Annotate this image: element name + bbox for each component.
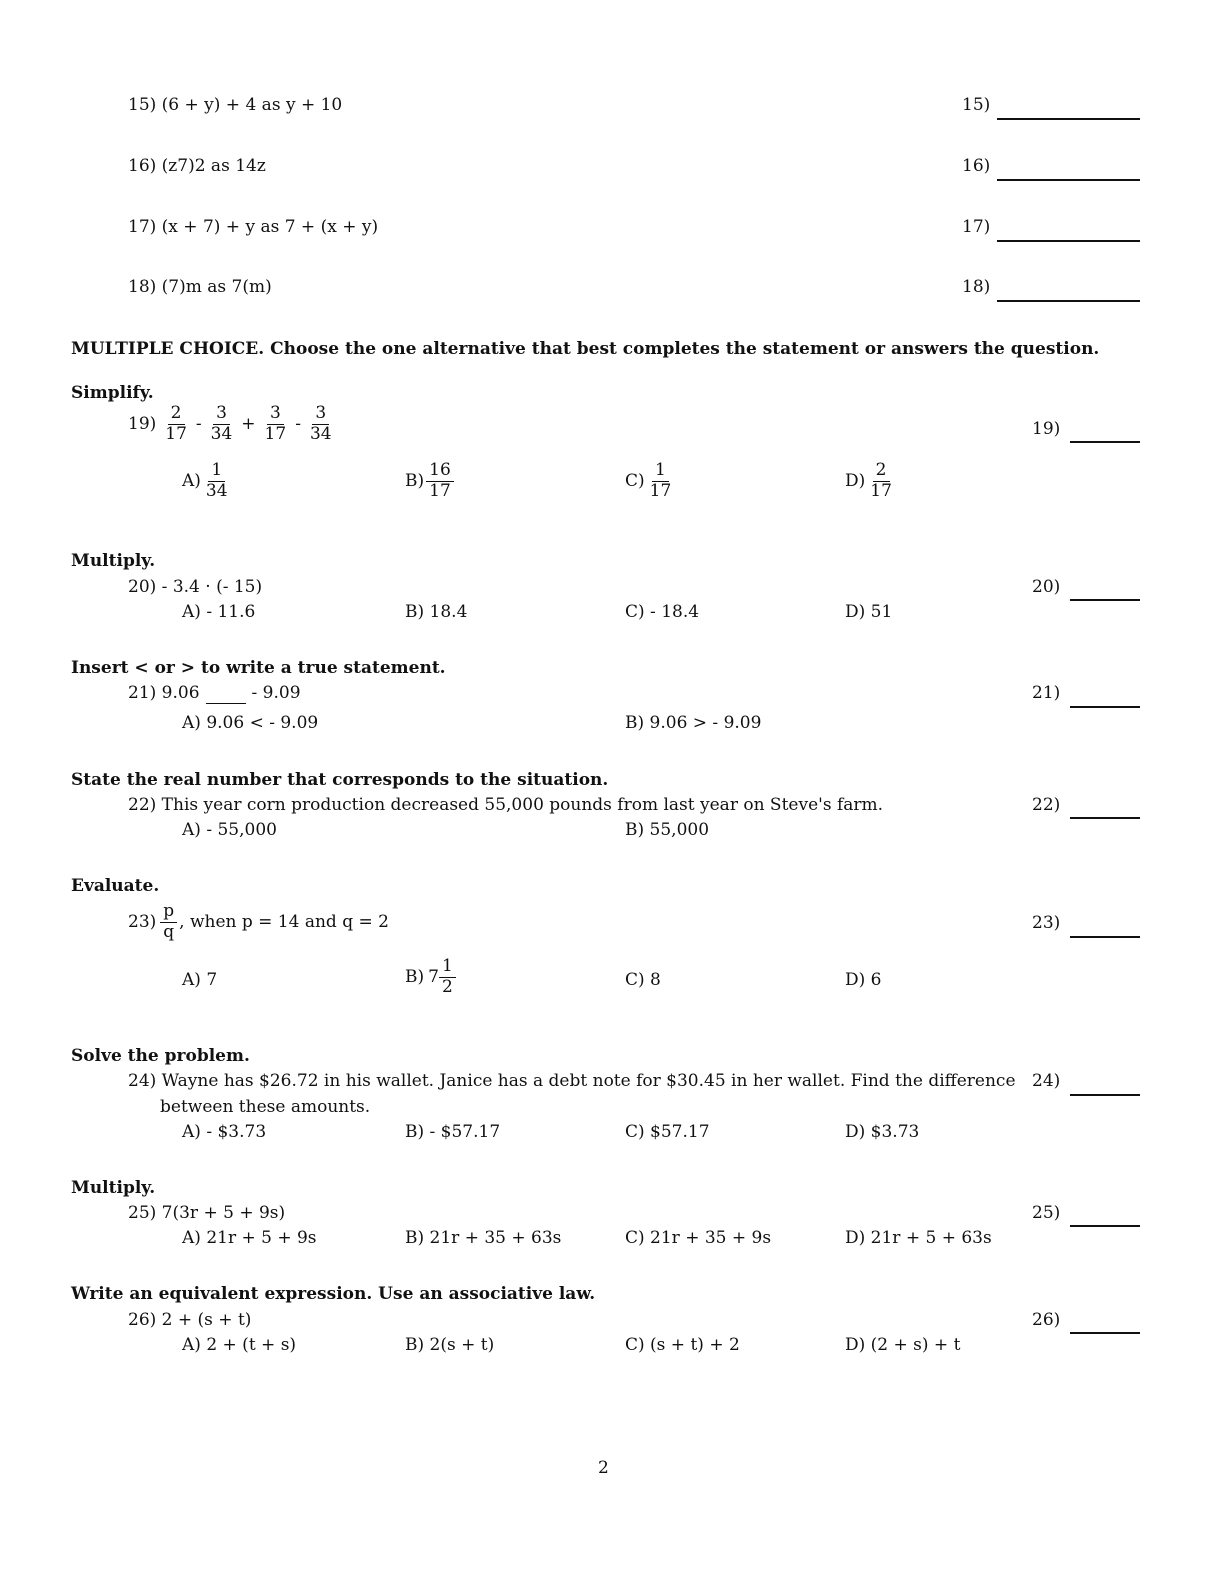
choice-d[interactable]: D) (2 + s) + t [845,1335,961,1355]
choice-letter: B) [405,967,425,988]
answer-blank[interactable] [997,300,1140,302]
denominator: 17 [165,423,187,444]
answer-blank[interactable] [1070,441,1140,443]
choice-b[interactable]: B) 18.4 [405,602,468,622]
operator: - [195,414,202,435]
choice-a[interactable]: A) - $3.73 [182,1122,267,1142]
question-number: 21) [128,683,157,703]
choice-d[interactable]: D) $3.73 [845,1122,920,1142]
section-heading: Write an equivalent expression. Use an associative law. [71,1284,596,1304]
choice-a[interactable]: A) 7 [182,970,218,990]
section-heading: Evaluate. [71,876,160,896]
choice-a[interactable] [182,462,233,501]
fraction [867,462,895,501]
denominator: 34 [309,423,332,444]
fraction [307,405,335,444]
question-number: 15) [128,95,157,115]
answer-label: 21) [1032,683,1061,703]
answer-blank[interactable] [1070,1225,1140,1227]
choice-d[interactable]: D) 51 [845,602,893,622]
choice-d[interactable]: D) 21r + 5 + 63s [845,1228,992,1248]
fraction [439,958,456,997]
answer-label: 16) [962,156,991,176]
denominator: 17 [264,423,287,444]
choice-c[interactable]: C) - 18.4 [625,602,700,622]
choice-d[interactable] [845,462,897,501]
answer-blank[interactable] [1070,706,1140,708]
question-text: 2 + (s + t) [161,1310,252,1330]
question-text: - 3.4 · (- 15) [161,577,263,597]
question-text-continued: between these amounts. [160,1097,371,1117]
question-text: (x + 7) + y as 7 + (x + y) [161,217,379,237]
question-number: 26) [128,1310,157,1330]
numerator: 2 [168,405,185,425]
operator: - [295,414,301,435]
question-20 [128,577,262,597]
question-text: , when p = 14 and q = 2 [179,912,389,933]
answer-label: 18) [962,277,991,297]
question-22 [128,795,883,815]
section-heading: State the real number that corresponds to the situation. [71,770,609,790]
choice-letter: C) [625,471,645,492]
choice-b[interactable]: B) 9.06 > - 9.09 [625,713,762,733]
answer-blank[interactable] [1070,1094,1140,1096]
fraction [426,462,454,501]
question-number: 22) [128,795,157,815]
question-text: Wayne has $26.72 in his wallet. Janice has a debt note for $30.45 in her wallet. Find the difference [161,1071,1016,1091]
numerator: 16 [426,462,454,482]
numerator: 3 [213,405,230,425]
choice-b[interactable]: B) - $57.17 [405,1122,501,1142]
answer-label: 17) [962,217,991,237]
whole-number: 7 [428,967,439,988]
question-21 [128,683,301,704]
answer-label: 22) [1032,795,1061,815]
question-26 [128,1310,251,1330]
section-heading: Multiply. [71,551,156,571]
mc-header: MULTIPLE CHOICE. Choose the one alternative that best completes the statement or answers the question. [71,339,1100,359]
question-23 [128,903,389,942]
question-25 [128,1203,285,1223]
fraction [208,405,236,444]
numerator: 3 [312,405,329,425]
question-text: (6 + y) + 4 as y + 10 [161,95,343,115]
choice-b[interactable] [405,462,456,501]
choice-b[interactable]: B) 2(s + t) [405,1335,495,1355]
answer-label: 26) [1032,1310,1061,1330]
section-heading: Insert < or > to write a true statement. [71,658,446,678]
page-number: 2 [598,1458,609,1478]
numerator: 1 [439,958,456,978]
question-text: (7)m as 7(m) [161,277,272,297]
choice-a[interactable]: A) 2 + (t + s) [182,1335,297,1355]
denominator: 17 [429,480,451,501]
fraction [162,405,190,444]
question-number: 20) [128,577,157,597]
fraction [160,903,177,942]
question-text: This year corn production decreased 55,000 pounds from last year on Steve's farm. [161,795,884,815]
answer-label: 19) [1032,419,1061,439]
choice-a[interactable]: A) - 11.6 [182,602,256,622]
answer-blank[interactable] [1070,599,1140,601]
section-heading: Simplify. [71,383,154,403]
numerator: 2 [873,462,890,482]
comparison-blank[interactable] [206,703,246,704]
denominator: 17 [649,480,672,501]
choice-letter: D) [845,471,866,492]
numerator: p [160,903,177,923]
right-value: - 9.09 [251,683,301,703]
choice-a[interactable]: A) 21r + 5 + 9s [182,1228,317,1248]
question-number: 18) [128,277,157,297]
question-17 [128,217,378,237]
denominator: q [163,921,175,942]
answer-blank[interactable] [997,240,1140,242]
choice-b[interactable]: B) 55,000 [625,820,710,840]
choice-c[interactable]: C) (s + t) + 2 [625,1335,740,1355]
denominator: 17 [870,480,892,501]
answer-blank[interactable] [997,179,1140,181]
choice-a[interactable]: A) - 55,000 [182,820,277,840]
left-value: 9.06 [161,683,200,703]
fraction [647,462,675,501]
fraction [262,405,290,444]
choice-c[interactable]: C) $57.17 [625,1122,710,1142]
choice-letter: B) [405,471,425,492]
section-heading: Solve the problem. [71,1046,250,1066]
section-heading: Multiply. [71,1178,156,1198]
answer-label: 25) [1032,1203,1061,1223]
numerator: 1 [208,462,225,482]
choice-c[interactable]: C) 8 [625,970,661,990]
question-number: 19) [128,414,157,435]
question-19 [128,405,337,444]
answer-blank[interactable] [1070,817,1140,819]
question-number: 24) [128,1071,157,1091]
question-number: 25) [128,1203,157,1223]
choice-b[interactable] [405,958,458,997]
choice-c[interactable] [625,462,676,501]
question-15 [128,95,342,115]
answer-blank[interactable] [1070,936,1140,938]
question-18 [128,277,272,297]
operator: + [241,414,256,435]
denominator: 2 [441,976,453,997]
numerator: 1 [652,462,669,482]
question-number: 23) [128,912,157,933]
fraction [203,462,231,501]
choice-c[interactable]: C) 21r + 35 + 9s [625,1228,772,1248]
question-number: 17) [128,217,157,237]
answer-label: 20) [1032,577,1061,597]
question-16 [128,156,266,176]
denominator: 34 [205,480,228,501]
choice-b[interactable]: B) 21r + 35 + 63s [405,1228,562,1248]
answer-blank[interactable] [997,118,1140,120]
answer-blank[interactable] [1070,1332,1140,1334]
question-text: (z7)2 as 14z [161,156,266,176]
question-number: 16) [128,156,157,176]
answer-label: 15) [962,95,991,115]
denominator: 34 [210,423,233,444]
question-24 [128,1071,1016,1091]
numerator: 3 [267,405,284,425]
choice-a[interactable]: A) 9.06 < - 9.09 [182,713,319,733]
question-text: 7(3r + 5 + 9s) [161,1203,286,1223]
choice-d[interactable]: D) 6 [845,970,882,990]
answer-label: 23) [1032,913,1061,933]
choice-letter: A) [182,471,201,492]
answer-label: 24) [1032,1071,1061,1091]
